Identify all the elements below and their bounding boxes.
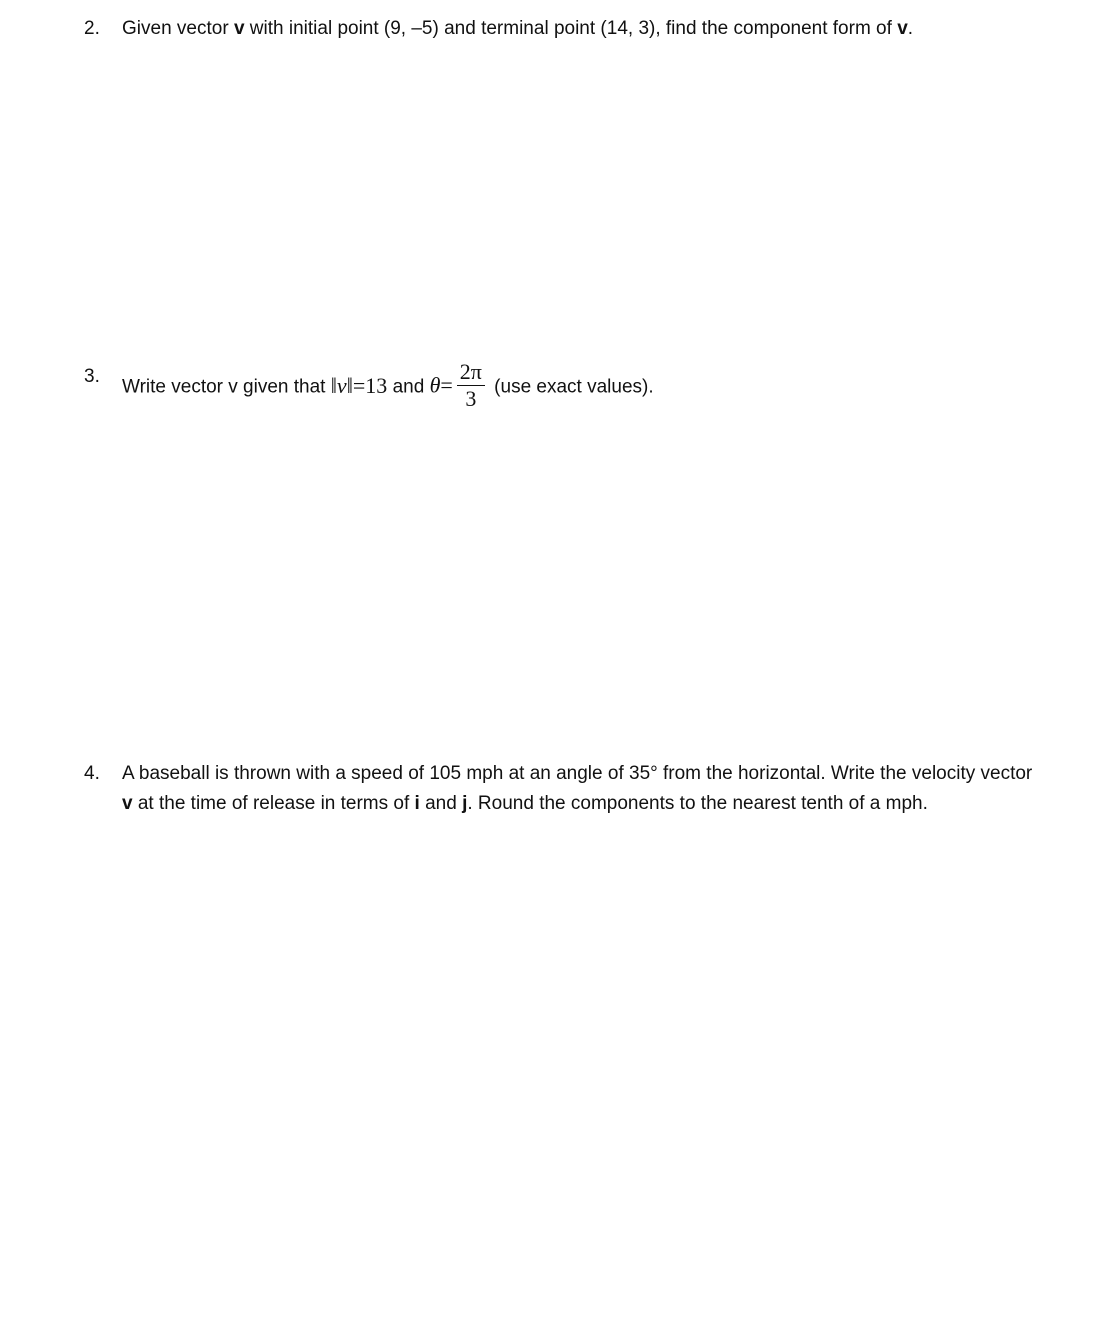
vector-v-bold: v: [122, 793, 133, 814]
vector-v-bold: v: [897, 18, 908, 39]
equals-sign: =: [440, 372, 453, 398]
text-segment: A baseball is thrown with a speed of 105 mph at an angle of 35° from the horizontal. Write the velocity vector: [122, 763, 1033, 784]
norm-open: ‖: [330, 372, 337, 398]
fraction-numerator: 2π: [457, 360, 485, 386]
unit-vector-j-bold: j: [462, 793, 468, 814]
problem-text: [122, 359, 1044, 413]
text-segment: at the time of release in terms of: [132, 793, 415, 814]
problem-4: [84, 759, 1044, 819]
unit-vector-i-bold: i: [414, 793, 420, 814]
angle-fraction: [457, 360, 485, 411]
text-segment: . Round the components to the nearest tenth of a mph.: [467, 793, 928, 814]
text-segment: and: [419, 793, 463, 814]
problem-number: 3.: [84, 366, 100, 387]
norm-close: ‖: [346, 372, 353, 398]
fraction-denominator: 3: [465, 386, 477, 411]
text-segment: with initial point (9, –5) and terminal point (14, 3), find the component form of: [244, 18, 898, 39]
magnitude-value: =13: [352, 372, 388, 398]
text-segment: Given vector: [122, 18, 234, 39]
text-segment: Write vector v given that: [122, 376, 331, 398]
problem-3: [84, 359, 1044, 413]
text-segment: .: [907, 18, 914, 39]
problem-text: [122, 14, 1044, 44]
problem-number: 4.: [84, 763, 100, 784]
problem-number: 2.: [84, 18, 100, 39]
norm-variable: v: [336, 372, 347, 398]
text-segment: (use exact values).: [488, 376, 654, 398]
vector-v-bold: v: [233, 18, 245, 39]
text-segment: and: [387, 376, 430, 398]
problem-2: [84, 14, 1044, 44]
theta-symbol: θ: [429, 372, 441, 398]
magnitude-expression: [331, 371, 388, 401]
problem-text: [122, 759, 1044, 819]
